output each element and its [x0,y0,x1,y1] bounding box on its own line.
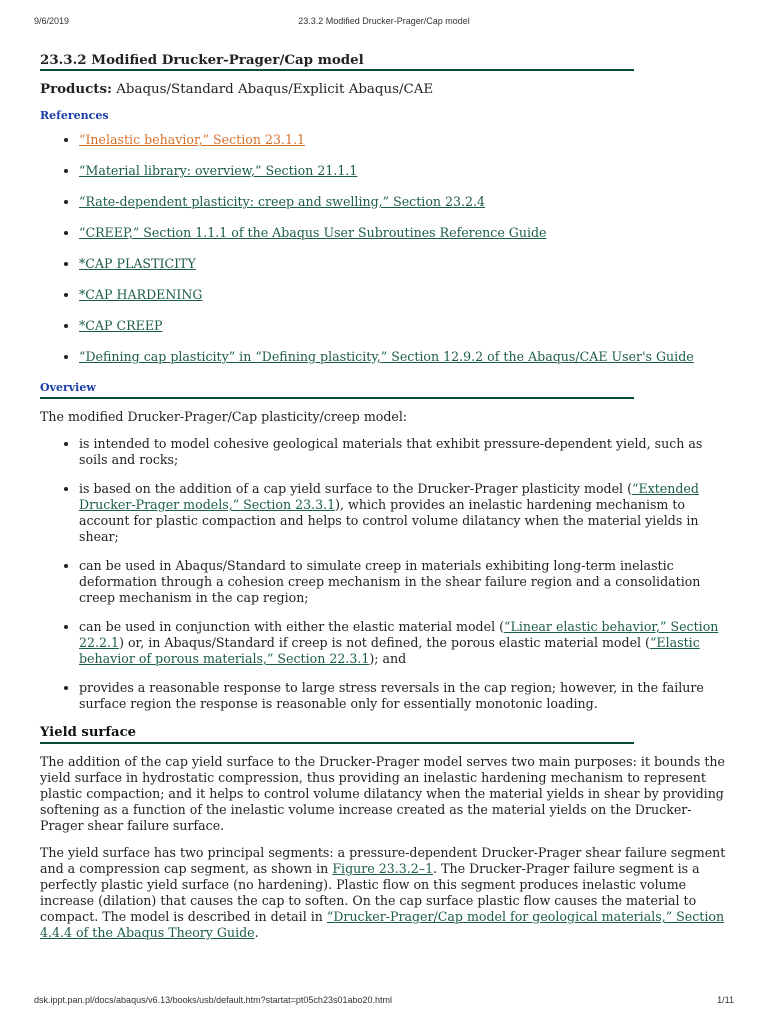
references-list [40,132,730,365]
list-item [79,619,730,667]
products-line [40,81,730,98]
document-body [40,52,730,952]
link-porous-elastic[interactable]: “Elastic behavior of porous materials,” Section 22.3.1 [79,635,700,666]
list-item [79,318,730,334]
link-linear-elastic[interactable]: “Linear elastic behavior,” Section 22.2.1 [79,619,719,650]
yield-paragraph-1: The addition of the cap yield surface to the Drucker-Prager model serves two main purposes: it bounds the yield surface in hydrostatic compression, thus providing an inelastic hardening mechanism to represent plastic compaction; and it helps to control volume dilatancy when the material yields in shear by providing softening as a function of the inelastic volume increase created as the material yields on the Drucker-Prager shear failure surface. [40,754,725,833]
text: can be used in conjunction with either the elastic material model ( [79,619,505,634]
link-extended-drucker-prager[interactable]: “Extended Drucker-Prager models,” Section 23.3.1 [79,481,699,512]
list-item [79,132,730,148]
text: ) or, in Abaqus/Standard if creep is not defined, the porous elastic material model ( [119,635,650,650]
ref-link-rate-dependent[interactable]: “Rate-dependent plasticity: creep and swelling,” Section 23.2.4 [79,194,486,209]
ref-link-cap-hardening[interactable]: *CAP HARDENING [79,287,203,302]
products-label: Products: [40,81,112,97]
ref-link-inelastic-behavior[interactable]: “Inelastic behavior,” Section 23.1.1 [79,132,306,147]
print-page-number: 1/11 [717,995,734,1005]
ref-link-cap-creep[interactable]: *CAP CREEP [79,318,163,333]
print-date: 9/6/2019 [34,16,70,26]
text: ), which provides an inelastic hardening mechanism to account for plastic compaction and helps to control volume dilatancy when the material yields in shear; [79,497,699,544]
products-list: Abaqus/Standard Abaqus/Explicit Abaqus/CAE [116,82,434,97]
link-figure[interactable]: Figure 23.3.2–1 [332,861,434,876]
overview-list [40,436,730,712]
text: The yield surface has two principal segments: a pressure-dependent Drucker-Prager shear failure segment and a compression cap segment, as shown in [40,845,726,876]
link-theory-guide[interactable]: “Drucker-Prager/Cap model for geological materials,” Section 4.4.4 of the Abaqus Theory Guide [40,909,725,940]
list-item: • can be used in Abaqus/Standard to simulate creep in materials exhibiting long-term inelastic deformation through a cohesion creep mechanism in the shear failure region and a consolidation creep mechanism in the cap region; [79,558,730,606]
ref-link-cap-plasticity[interactable]: *CAP PLASTICITY [79,256,196,271]
overview-intro: The modified Drucker-Prager/Cap plasticity/creep model: [40,409,408,424]
list-item [79,194,730,210]
list-item [79,349,730,365]
ref-link-material-library[interactable]: “Material library: overview,” Section 21.1.1 [79,163,358,178]
text: is based on the addition of a cap yield surface to the Drucker-Prager plasticity model ( [79,481,633,496]
references-heading: References [40,109,109,122]
print-title: 23.3.2 Modified Drucker-Prager/Cap model [298,16,470,26]
list-item [79,481,730,545]
text: . [254,925,259,940]
ref-link-defining-cap-plasticity[interactable]: “Defining cap plasticity” in “Defining plasticity,” Section 12.9.2 of the Abaqus/CAE User's Guide [79,349,694,364]
list-item [79,287,730,303]
print-url: dsk.ippt.pan.pl/docs/abaqus/v6.13/books/usb/default.htm?startat=pt05ch23s01abo20.html [34,995,392,1005]
list-item [79,225,730,241]
ref-link-creep[interactable]: “CREEP,” Section 1.1.1 of the Abaqus User Subroutines Reference Guide [79,225,547,240]
yield-surface-heading: Yield surface [40,725,634,744]
list-item [79,256,730,272]
yield-paragraph-2 [40,845,730,941]
text: . The Drucker-Prager failure segment is a perfectly plastic yield surface (no hardening). Plastic flow on this segment produces inelastic volume increase (dilation) that causes the cap to soften. On the cap surface plastic flow causes the material to compact. The model is described in detail in [40,861,700,924]
list-item: • is intended to model cohesive geological materials that exhibit pressure-dependent yield, such as soils and rocks; [79,436,730,468]
list-item: • provides a reasonable response to large stress reversals in the cap region; however, in the failure surface region the response is reasonable only for essentially monotonic loading. [79,680,730,712]
list-item [79,163,730,179]
page-title: 23.3.2 Modified Drucker-Prager/Cap model [40,52,634,71]
text: ); and [369,651,407,666]
overview-heading: Overview [40,380,634,399]
